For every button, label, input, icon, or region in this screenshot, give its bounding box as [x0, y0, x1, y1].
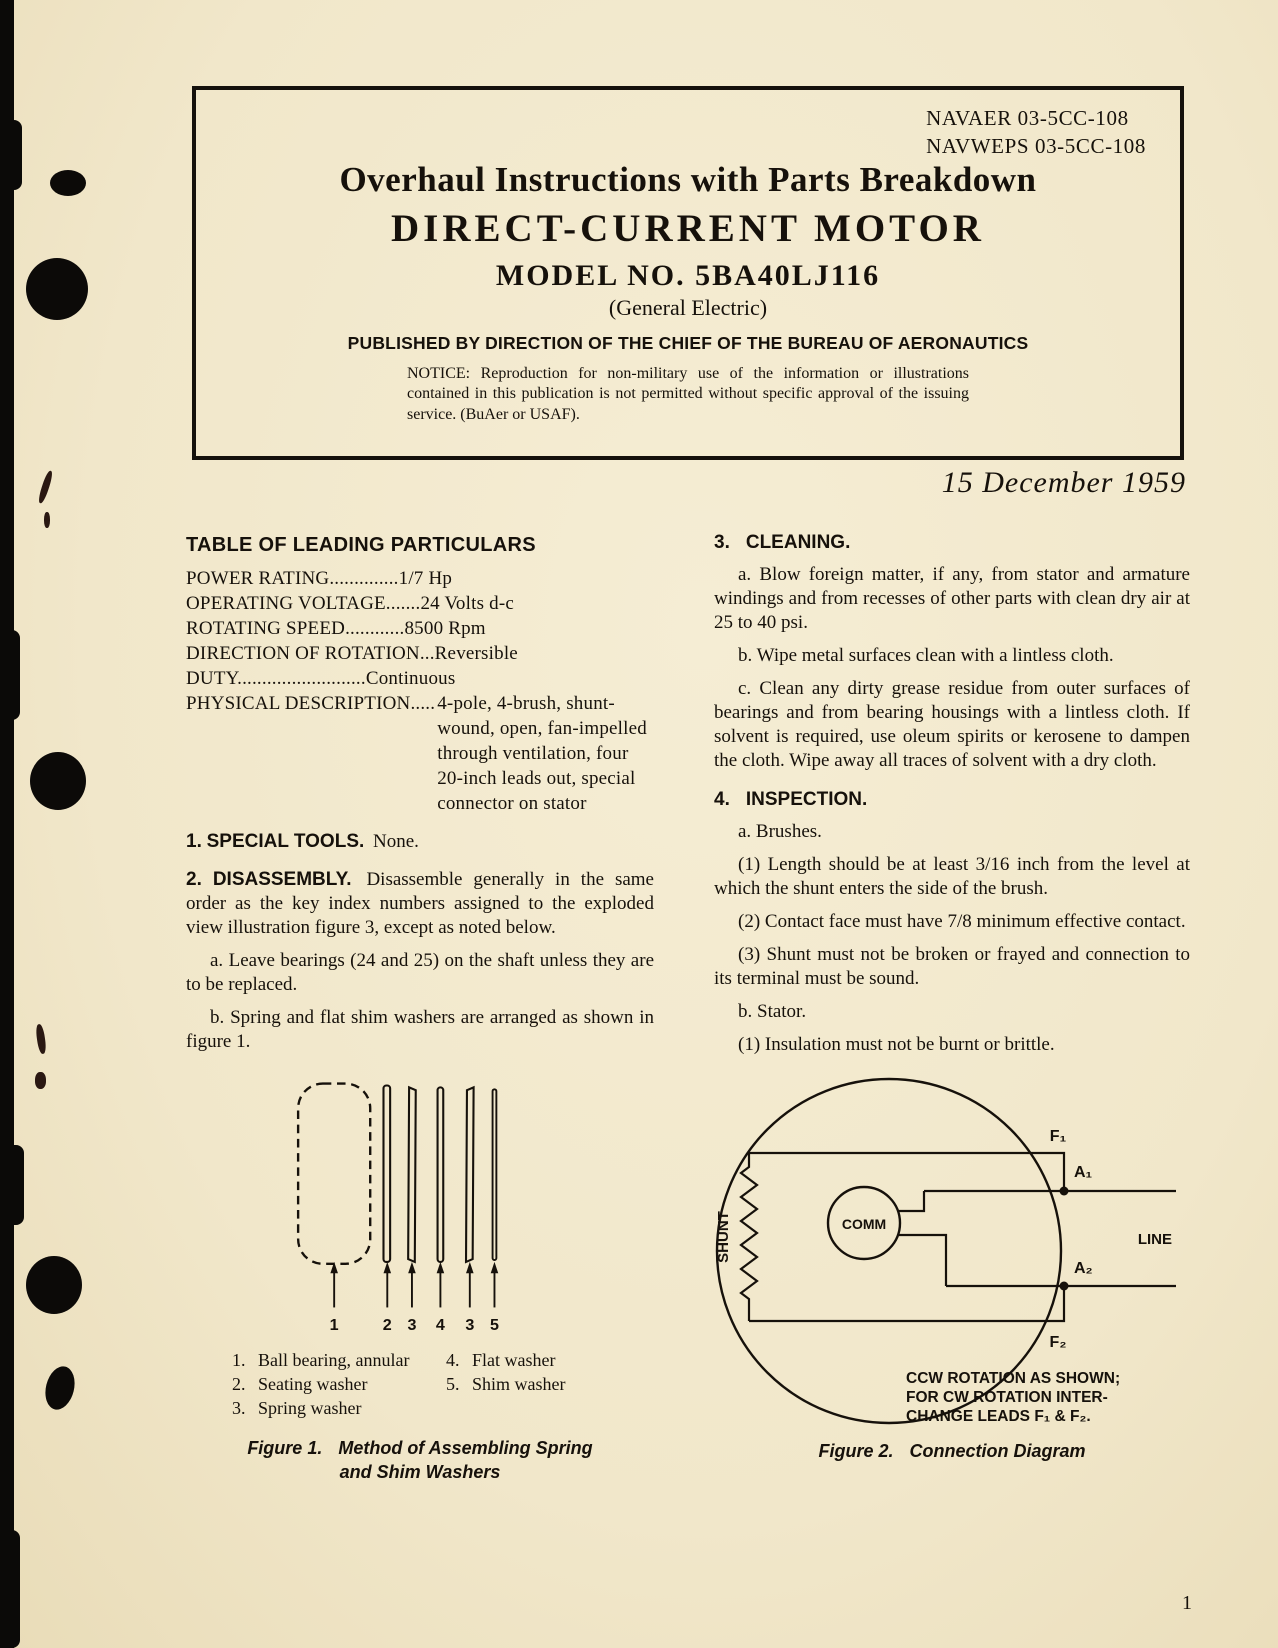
doc-numbers — [926, 104, 1146, 160]
junction-dot-a2 — [1060, 1282, 1069, 1291]
particulars-row: OPERATING VOLTAGE.......24 Volts d-c — [186, 593, 514, 614]
figure1-diagram — [266, 1076, 654, 1334]
inspection-para-a1: (1) Length should be at least 3/16 inch from the level at which the shunt enters the side of the brush. — [714, 854, 1190, 899]
legend-column-1 — [232, 1348, 446, 1420]
manufacturer: (General Electric) — [608, 295, 768, 320]
particulars-row: POWER RATING..............1/7 Hp — [186, 568, 453, 589]
callout-arrows — [334, 1271, 494, 1307]
flat-washer-shape — [438, 1087, 444, 1262]
shim-washer-shape — [493, 1089, 497, 1260]
particulars-row: ROTATING SPEED............8500 Rpm — [186, 618, 486, 639]
publication-date: 15 December 1959 — [941, 466, 1186, 499]
ink-mark — [44, 512, 50, 528]
spring-washer-shape — [408, 1087, 416, 1262]
rotation-note-line2: FOR CW ROTATION INTER- — [906, 1389, 1108, 1406]
comm-label: COMM — [841, 1216, 887, 1232]
callout-number: 2 — [382, 1316, 392, 1334]
cleaning-para-b: b. Wipe metal surfaces clean with a lintless cloth. — [738, 645, 1114, 666]
page-number: 1 — [1182, 1592, 1192, 1614]
particulars-heading: TABLE OF LEADING PARTICULARS — [186, 534, 536, 556]
terminal-f1-label: F₁ — [1049, 1128, 1067, 1145]
punch-hole-mark — [41, 1363, 79, 1412]
ink-mark — [35, 1072, 46, 1089]
figure2-diagram — [714, 1071, 1190, 1431]
punch-hole-mark — [50, 170, 86, 196]
callout-number: 4 — [435, 1316, 445, 1334]
document-title: Overhaul Instructions with Parts Breakdown — [339, 160, 1037, 199]
callout-arrowheads — [330, 1262, 498, 1273]
section-inspection-heading: 4. INSPECTION. — [714, 789, 868, 810]
callout-number: 5 — [489, 1316, 499, 1334]
inspection-para-a: a. Brushes. — [738, 821, 822, 842]
callout-number: 3 — [465, 1316, 475, 1334]
legend-item: 1. Ball bearing, annular — [232, 1350, 410, 1370]
inspection-para-b1: (1) Insulation must not be burnt or brittle. — [738, 1034, 1055, 1055]
particulars-row: DUTY..........................Continuous — [186, 668, 456, 689]
title-block — [192, 86, 1184, 460]
callout-number: 3 — [407, 1316, 417, 1334]
figure1-svg — [266, 1076, 556, 1334]
particulars-row-physical — [186, 691, 654, 816]
punch-hole-mark — [26, 258, 88, 320]
right-column — [714, 532, 1190, 1463]
terminal-a1-label: A₁ — [1074, 1164, 1093, 1181]
disassembly-para-a: a. Leave bearings (24 and 25) on the shaft unless they are to be replaced. — [186, 950, 654, 995]
terminal-a2-label: A₂ — [1074, 1260, 1093, 1277]
figure1-caption: Figure 1. Method of Assembling Spring and Shim Washers — [247, 1438, 593, 1482]
disassembly-para-b: b. Spring and flat shim washers are arranged as shown in figure 1. — [186, 1007, 654, 1052]
binding-mark — [0, 630, 20, 720]
section-special-tools: 1. SPECIAL TOOLS. None. — [186, 831, 419, 852]
spring-washer-shape — [466, 1087, 474, 1262]
rotation-note-line3: CHANGE LEADS F₁ & F₂. — [906, 1408, 1091, 1425]
seating-washer-shape — [383, 1085, 390, 1261]
figure1-legend — [232, 1348, 654, 1420]
punch-hole-mark — [26, 1256, 82, 1314]
model-number: MODEL NO. 5BA40LJ116 — [495, 259, 881, 292]
inspection-para-b: b. Stator. — [738, 1001, 807, 1022]
binding-mark — [0, 1145, 24, 1225]
cleaning-para-c: c. Clean any dirty grease residue from outer surfaces of bearings and from bearing housings with a lintless cloth. If solvent is required, use oleum spirits or kerosene to dampen the cloth. Wipe away all traces of solvent with a dry cloth. — [714, 678, 1190, 771]
rotation-note-line1: CCW ROTATION AS SHOWN; — [906, 1370, 1121, 1387]
doc-number-navweps: NAVWEPS 03-5CC-108 — [926, 134, 1146, 158]
shunt-label: SHUNT — [715, 1211, 732, 1263]
callout-number: 1 — [329, 1316, 339, 1334]
legend-item: 2. Seating washer — [232, 1374, 368, 1394]
punch-hole-mark — [30, 752, 86, 810]
figure2-caption: Figure 2. Connection Diagram — [818, 1441, 1086, 1461]
physical-description-label: PHYSICAL DESCRIPTION..... — [186, 693, 436, 714]
particulars-row: DIRECTION OF ROTATION...Reversible — [186, 643, 518, 664]
legend-item: 5. Shim washer — [446, 1374, 566, 1394]
inspection-para-a2: (2) Contact face must have 7/8 minimum effective contact. — [738, 911, 1186, 932]
line-label: LINE — [1137, 1231, 1172, 1248]
published-by-line: PUBLISHED BY DIRECTION OF THE CHIEF OF THE BUREAU OF AERONAUTICS — [347, 333, 1029, 353]
physical-description-value: 4-pole, 4-brush, shunt-wound, open, fan-impelled through ventilation, four 20-inch leads out, special connector on stator — [437, 693, 647, 814]
figure2-svg — [714, 1071, 1184, 1431]
legend-item: 3. Spring washer — [232, 1398, 362, 1418]
left-column — [186, 534, 654, 1484]
notice-text: NOTICE: Reproduction for non-military use of the information or illustrations contained in this publication is not permitted without specific approval of the issuing service. (BuAer or USAF). — [407, 365, 969, 423]
section-disassembly: 2. DISASSEMBLY. Disassemble generally in the same order as the key index numbers assigned to the exploded view illustration figure 3, except as noted below. — [186, 869, 654, 938]
junction-dot-a1 — [1060, 1187, 1069, 1196]
legend-item: 4. Flat washer — [446, 1350, 556, 1370]
legend-column-2 — [446, 1348, 566, 1420]
inspection-para-a3: (3) Shunt must not be broken or frayed and connection to its terminal must be sound. — [714, 944, 1190, 989]
ink-mark — [35, 1024, 47, 1055]
cleaning-para-a: a. Blow foreign matter, if any, from stator and armature windings and from recesses of other parts with clean dry air at 25 to 40 psi. — [714, 564, 1190, 633]
binding-mark — [0, 120, 22, 190]
shunt-resistor — [741, 1153, 757, 1321]
section-cleaning-heading: 3. CLEANING. — [714, 532, 851, 553]
ink-mark — [37, 470, 54, 504]
doc-number-navaer: NAVAER 03-5CC-108 — [926, 106, 1129, 130]
circuit-wires — [749, 1153, 1176, 1321]
binding-edge — [0, 0, 14, 1648]
terminal-f2-label: F₂ — [1049, 1334, 1067, 1351]
bearing-outline — [298, 1084, 370, 1264]
document-subtitle: DIRECT-CURRENT MOTOR — [391, 207, 985, 250]
binding-mark — [0, 1530, 20, 1648]
